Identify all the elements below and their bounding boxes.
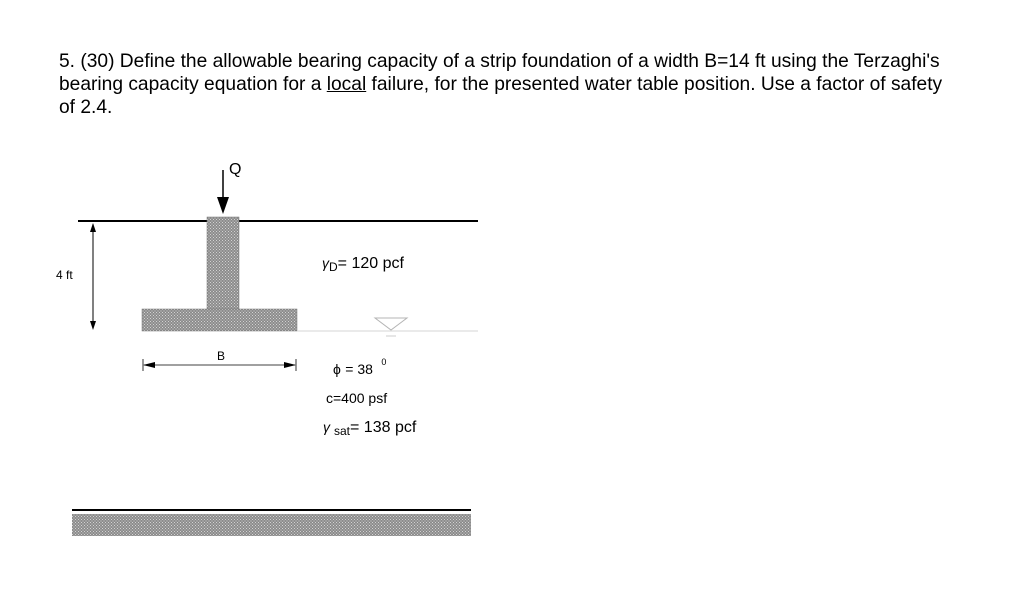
friction-angle-label (333, 357, 387, 379)
gamma-d-subscript: D (329, 260, 338, 274)
gamma-sat-symbol: γ (323, 419, 330, 435)
width-arrow-left (143, 362, 155, 368)
problem-text-end: failure, for the presented water table position. Use a factor of safety of 2.4. (59, 74, 943, 118)
gamma-sat-value: = 138 pcf (350, 419, 417, 436)
phi-unit: 0 (381, 357, 387, 367)
problem-text-start: 5. (30) Define the allowable bearing capacity of a strip foundation of a width B=14 ft using the Terzaghi's bearing capacity equation for a (59, 51, 940, 95)
phi-value: = 38 (345, 361, 373, 377)
width-label: B (217, 349, 226, 363)
phi-symbol: ϕ (333, 361, 341, 377)
depth-label: 4 ft (56, 268, 73, 282)
saturated-unit-weight-label (323, 419, 416, 437)
gamma-d-symbol: γ (322, 255, 329, 271)
load-arrow-head (217, 197, 229, 214)
load-label: Q (229, 161, 242, 178)
problem-emphasis-local: local (326, 74, 367, 95)
footing-base (142, 309, 297, 331)
gamma-d-value: = 120 pcf (337, 255, 404, 272)
water-table-symbol (375, 318, 407, 330)
dry-unit-weight-label (322, 255, 404, 273)
cohesion-label: c=400 psf (326, 390, 388, 406)
depth-arrow-bottom (90, 321, 96, 330)
depth-arrow-top (90, 223, 96, 232)
width-arrow-right (284, 362, 296, 368)
bottom-stratum-hatch (72, 514, 471, 536)
footing-column (207, 217, 239, 309)
gamma-sat-subscript: sat (334, 424, 351, 438)
